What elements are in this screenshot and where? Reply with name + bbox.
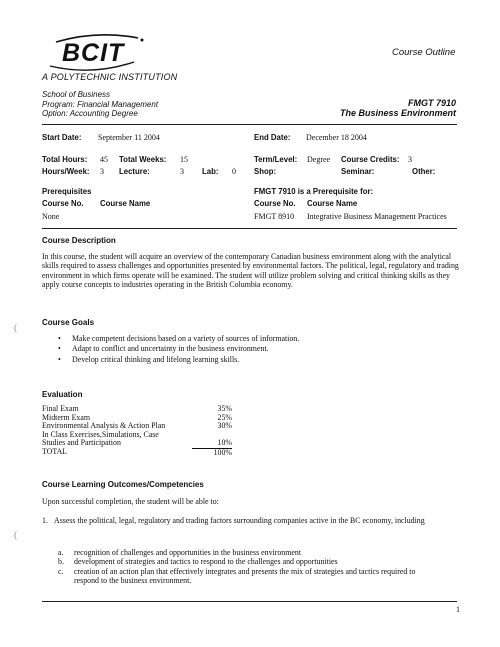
term-value: Degree (307, 155, 331, 164)
lab-value: 0 (232, 167, 236, 176)
evaluation-title: Evaluation (42, 390, 83, 399)
margin-mark: ( (14, 530, 18, 541)
evaluation-table (42, 405, 232, 458)
eval-label: Midterm Exam (42, 412, 90, 422)
subitem-text: development of strategies and tactics to respond to the challenges and opportunities (74, 557, 338, 567)
goal-item: • Develop critical thinking and lifelong learning skills. (58, 355, 299, 365)
prereq-for-title: FMGT 7910 is a Prerequisite for: (254, 187, 374, 196)
goals-list (58, 334, 299, 365)
lab-label: Lab: (202, 167, 219, 176)
info-divider (42, 228, 457, 229)
description-text: In this course, the student will acquire an overview of the contemporary Canadian business environment along with the analytical skills required to assess challenges and opportunities presented by environmental factors. The political, legal, regulatory and trading environment in which firms operate will be examined. The student will utilize problem solving and critical thinking skills as they apply course concepts to industries operating in the British Columbia economy. (42, 252, 459, 290)
eval-label: In Class Exercises,Simulations, Case (42, 429, 159, 439)
school-info (42, 90, 158, 119)
end-date-value: December 18 2004 (306, 133, 367, 142)
tagline: A POLYTECHNIC INSTITUTION (42, 72, 178, 82)
table-row (42, 439, 232, 448)
prereq-col-course-no: Course No. (42, 199, 84, 208)
subitem-text: creation of an action plan that effectively integrates and presents the mix of strategies and tactics required to respond to the business environment. (74, 566, 416, 586)
eval-label: Studies and Participation (42, 438, 121, 448)
course-title: The Business Environment (339, 108, 456, 118)
eval-pct: 10% (192, 439, 232, 448)
outcome-number: 1. (42, 516, 48, 525)
seminar-label: Seminar: (341, 167, 375, 176)
goal-item: • Make competent decisions based on a variety of sources of information. (58, 334, 299, 344)
goal-item: • Adapt to conflict and uncertainty in the business environment. (58, 344, 299, 354)
margin-mark: ( (14, 323, 18, 334)
total-row (42, 448, 232, 457)
eval-label: Environmental Analysis & Action Plan (42, 421, 166, 431)
outcomes-title: Course Learning Outcomes/Competencies (42, 480, 204, 489)
logo-text: BCIT (62, 39, 125, 67)
credits-value: 3 (408, 155, 412, 164)
eval-total-label: TOTAL (42, 447, 68, 457)
eval-pct: 25% (217, 412, 232, 422)
bcit-logo (42, 28, 152, 74)
total-hours-label: Total Hours: (42, 155, 88, 164)
header-divider (42, 124, 457, 125)
total-weeks-value: 15 (180, 155, 188, 164)
eval-label: Final Exam (42, 404, 79, 413)
prereq-for-col-course-no: Course No. (254, 199, 296, 208)
program-name: Program: Financial Management (42, 99, 159, 109)
school-name: School of Business (42, 90, 111, 99)
total-weeks-label: Total Weeks: (119, 155, 167, 164)
outcome-text: Assess the political, legal, regulatory and trading factors surrounding companies active in the BC economy, including (54, 516, 425, 525)
prerequisites-title: Prerequisites (42, 187, 92, 196)
credits-label: Course Credits: (341, 155, 400, 164)
list-item (58, 548, 434, 557)
prereq-value: None (42, 212, 60, 221)
hours-week-value: 3 (100, 167, 104, 176)
goals-title: Course Goals (42, 318, 95, 327)
option-name: Option: Accounting Degree (42, 109, 138, 118)
outcome-item-1 (42, 516, 462, 525)
shop-label: Shop: (254, 167, 277, 176)
prereq-col-course-name: Course Name (100, 199, 151, 208)
list-item (58, 557, 434, 566)
start-date-label: Start Date: (42, 133, 82, 142)
doc-type: Course Outline (392, 47, 456, 58)
prereq-for-col-course-name: Course Name (307, 199, 358, 208)
outcome-subitems (58, 548, 434, 586)
term-label: Term/Level: (254, 155, 298, 164)
eval-pct: 30% (217, 421, 232, 431)
total-hours-value: 45 (100, 155, 108, 164)
footer-divider (42, 601, 457, 602)
subitem-mark: c. (58, 566, 64, 576)
hours-week-label: Hours/Week: (42, 167, 90, 176)
prereq-for-course-name: Integrative Business Management Practices (307, 212, 447, 221)
subitem-mark: b. (58, 557, 64, 567)
prereq-for-course-no: FMGT 8910 (254, 212, 295, 221)
course-code: FMGT 7910 (407, 98, 456, 108)
page-number: 1 (456, 605, 460, 614)
end-date-label: End Date: (254, 133, 291, 142)
list-item (58, 567, 434, 586)
subitem-mark: a. (58, 548, 64, 557)
eval-pct: 35% (217, 404, 232, 413)
eval-total-pct: 100% (213, 447, 232, 457)
lecture-value: 3 (180, 167, 184, 176)
subitem-text: recognition of challenges and opportunities in the business environment (74, 548, 302, 557)
start-date-value: September 11 2004 (98, 133, 160, 142)
other-label: Other: (412, 167, 436, 176)
course-heading (340, 98, 456, 118)
description-title: Course Description (42, 236, 116, 245)
outcomes-intro: Upon successful completion, the student will be able to: (42, 497, 219, 506)
lecture-label: Lecture: (119, 167, 150, 176)
